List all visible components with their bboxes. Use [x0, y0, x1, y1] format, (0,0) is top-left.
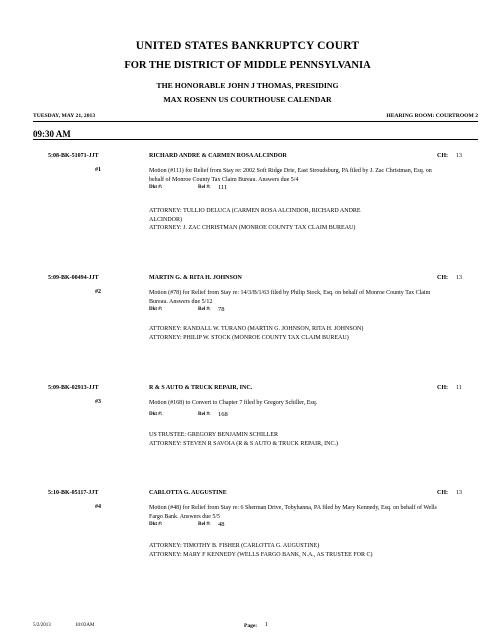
session-divider — [33, 139, 478, 140]
item-number: #2 — [95, 289, 101, 295]
chapter-label: CH: — [437, 153, 448, 159]
attorney-list — [149, 325, 449, 342]
attorney-line: ATTORNEY: PHILIP W. STOCK (MONROE COUNTY TAX CLAIM BUREAU) — [149, 334, 349, 341]
footer-date: 5/2/2013 — [33, 623, 51, 628]
case-number: 5:08-BK-51071-JJT — [48, 153, 99, 159]
session-time: 09:30 AM — [33, 129, 71, 139]
dkt-label: Dkt #: — [149, 412, 163, 417]
district-title: FOR THE DISTRICT OF MIDDLE PENNSYLVANIA — [124, 60, 371, 71]
attorney-list — [149, 431, 449, 448]
hearing-room: HEARING ROOM: COURTROOM 2 — [386, 113, 478, 119]
attorney-line: ATTORNEY: J. ZAC CHRISTMAN (MONROE COUNTY TAX CLAIM BUREAU) — [149, 225, 356, 231]
case-name: R & S AUTO & TRUCK REPAIR, INC. — [149, 385, 253, 391]
chapter-value: 13 — [456, 153, 462, 159]
item-number: #1 — [95, 167, 101, 173]
header-divider — [33, 121, 478, 122]
attorney-line: US TRUSTEE: GREGORY BENJAMIN SCHILLER — [149, 432, 279, 438]
rel-label: Rel #: — [198, 522, 211, 527]
case-name: CARLOTTA G. AUGUSTINE — [149, 490, 227, 496]
chapter-value: 13 — [456, 275, 462, 281]
rel-label: Rel #: — [198, 307, 211, 312]
calendar-line: MAX ROSENN US COURTHOUSE CALENDAR — [163, 95, 332, 104]
motion-text: Motion (#48) for Relief from Stay re: 6 Sherman Drive, Tobyhanna, PA filed by Mary Kennedy, Esq. on behalf of Wells Fargo Bank. Answers due 5/5 — [149, 505, 437, 520]
dkt-label: Dkt #: — [149, 185, 163, 190]
case-number: 5:10-BK-05117-JJT — [48, 490, 99, 496]
rel-number: 168 — [218, 411, 228, 418]
hearing-date: TUESDAY, MAY 21, 2013 — [33, 113, 96, 119]
rel-label: Rel #: — [198, 412, 211, 417]
case-number: 5:09-BK-00494-JJT — [48, 275, 99, 281]
chapter-label: CH: — [437, 275, 448, 281]
motion-text: Motion (#111) for Relief from Stay re: 2002 Soft Ridge Drie, East Stroudsburg, PA filed by J. Zac Christman, Esq. on behalf of Monroe County Tax Claim Bureau. Answers due 5/4 — [149, 168, 432, 183]
chapter-value: 13 — [456, 490, 462, 496]
attorney-list — [149, 207, 449, 233]
attorney-line: ATTORNEY: TIMOTHY B. FISHER (CARLOTTA G. AUGUSTINE) — [149, 543, 320, 549]
attorney-list — [149, 542, 449, 559]
chapter-label: CH: — [437, 385, 448, 391]
attorney-line: ATTORNEY: RANDALL W. TURANO (MARTIN G. JOHNSON, RITA H. JOHNSON) — [149, 326, 364, 332]
chapter-value: 11 — [456, 385, 462, 391]
rel-number: 111 — [218, 184, 228, 191]
case-number: 5:09-BK-02913-JJT — [48, 385, 99, 391]
attorney-line: ATTORNEY: STEVEN R SAVOIA (R & S AUTO & TRUCK REPAIR, INC.) — [149, 440, 338, 447]
rel-label: Rel #: — [198, 185, 211, 190]
footer-time: 10:03AM — [75, 623, 95, 628]
case-name: MARTIN G. & RITA H. JOHNSON — [149, 275, 242, 281]
item-number: #4 — [95, 504, 101, 510]
motion-text: Motion (#168) to Convert to Chapter 7 filed by Gregory Schiller, Esq. — [149, 400, 318, 406]
attorney-line: ATTORNEY: TULLIO DELUCA (CARMEN ROSA ALCINDOR, RICHARD ANDRE — [149, 208, 361, 214]
dkt-label: Dkt #: — [149, 307, 163, 312]
chapter-label: CH: — [437, 490, 448, 496]
dkt-label: Dkt #: — [149, 522, 163, 527]
footer-page-number: 1 — [265, 622, 268, 628]
judge-line: THE HONORABLE JOHN J THOMAS, PRESIDING — [156, 81, 339, 90]
rel-number: 78 — [218, 306, 225, 313]
attorney-line: ATTORNEY: MARY F KENNEDY (WELLS FARGO BANK, N.A., AS TRUSTEE FOR C) — [149, 551, 373, 558]
attorney-line: ALCINDOR) — [149, 216, 182, 223]
court-title: UNITED STATES BANKRUPTCY COURT — [135, 40, 360, 52]
motion-text: Motion (#78) for Relief from Stay re: 14/3/B/1/63 filed by Philip Stock, Esq. on behalf of Monroe County Tax Claim Bureau. Answers due 5/12 — [149, 290, 431, 305]
rel-number: 48 — [218, 521, 225, 528]
case-name: RICHARD ANDRE & CARMEN ROSA ALCINDOR — [149, 153, 287, 159]
footer-page-label: Page: — [244, 623, 258, 629]
item-number: #3 — [95, 399, 101, 405]
